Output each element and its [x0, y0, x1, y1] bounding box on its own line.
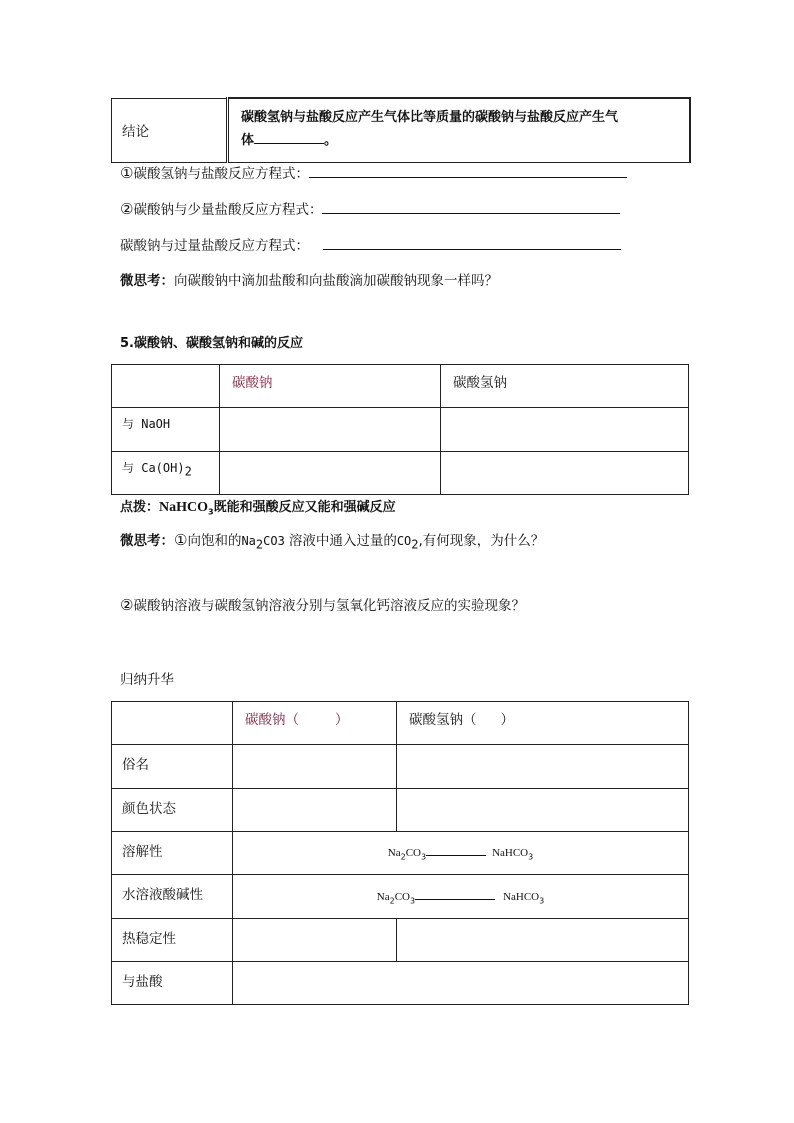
table2-cell[interactable]: [220, 408, 441, 452]
table3-hcl-cell[interactable]: [233, 962, 689, 1005]
acidity-blank[interactable]: [415, 889, 495, 900]
table2-cell[interactable]: [220, 452, 441, 495]
table3-cell[interactable]: [233, 919, 397, 962]
table2-header-na2co3: 碳酸钠: [220, 365, 441, 408]
conclusion-line2: 体 。: [241, 129, 689, 148]
conclusion-label: 结论: [112, 98, 228, 162]
summary-table: [111, 701, 689, 1005]
table3-solubility-cell: $Na_2CO_3$ NaHCO$_3$: [233, 832, 689, 875]
table3-acidity-cell: $Na_2CO_3$ NaHCO$_3$: [233, 875, 689, 919]
conclusion-table: [111, 97, 691, 163]
table2-header-nahco3: 碳酸氢钠: [441, 365, 689, 408]
table3-row-solubility: 溶解性: [112, 832, 233, 875]
table3-cell[interactable]: [397, 745, 689, 789]
table2-row-naoh: 与 NaOH: [112, 408, 220, 452]
conclusion-line1: 碳酸氢钠与盐酸反应产生气体比等质量的碳酸钠与盐酸反应产生气: [241, 110, 619, 125]
table2-row-caoh2: 与 $Ca(OH)_2$: [112, 452, 220, 495]
section-5-title: 5.碳酸钠、碳酸氢钠和碱的反应: [120, 336, 303, 351]
table3-cell[interactable]: [397, 919, 689, 962]
table3-cell[interactable]: [233, 745, 397, 789]
table3-row-with-hcl: 与盐酸: [112, 962, 233, 1005]
summary-title: 归纳升华: [120, 672, 174, 688]
table3-row-acidity: 水溶液酸碱性: [112, 875, 233, 919]
tip: 点拨：NaHCO$_3$既能和强酸反应又能和强碱反应: [120, 500, 396, 517]
table3-header-nahco3: 碳酸氢钠（ ）: [397, 702, 689, 745]
table3-header-na2co3: 碳酸钠（ ）: [233, 702, 397, 745]
table3-corner: [112, 702, 233, 745]
equation-1-blank[interactable]: [309, 163, 627, 178]
table2-cell[interactable]: [441, 452, 689, 495]
table2-cell[interactable]: [441, 408, 689, 452]
table3-cell[interactable]: [397, 789, 689, 832]
base-reaction-table: [111, 364, 689, 495]
equation-3-blank[interactable]: [323, 235, 621, 250]
table2-corner: [112, 365, 220, 408]
solubility-blank[interactable]: [426, 845, 486, 856]
think-2: 微思考：①向饱和的$Na_2CO3$ 溶液中通入过量的$CO_2$,有何现象，为什么？: [120, 531, 545, 552]
conclusion-text-cell: [228, 98, 690, 162]
table3-row-thermal-stability: 热稳定性: [112, 919, 233, 962]
equation-2-blank[interactable]: [322, 199, 620, 214]
think-3: ②碳酸钠溶液与碳酸氢钠溶液分别与氢氧化钙溶液反应的实验现象？: [120, 596, 525, 614]
equation-2: ②碳酸钠与少量盐酸反应方程式：: [120, 198, 620, 218]
conclusion-blank[interactable]: [254, 129, 324, 144]
table3-row-common-name: 俗名: [112, 745, 233, 789]
table3-cell[interactable]: [233, 789, 397, 832]
think-1: 微思考：向碳酸钠中滴加盐酸和向盐酸滴加碳酸钠现象一样吗？: [120, 273, 498, 289]
table3-row-color-state: 颜色状态: [112, 789, 233, 832]
equation-1: ①碳酸氢钠与盐酸反应方程式：: [120, 162, 627, 182]
equation-3: 碳酸钠与过量盐酸反应方程式：: [120, 234, 621, 254]
